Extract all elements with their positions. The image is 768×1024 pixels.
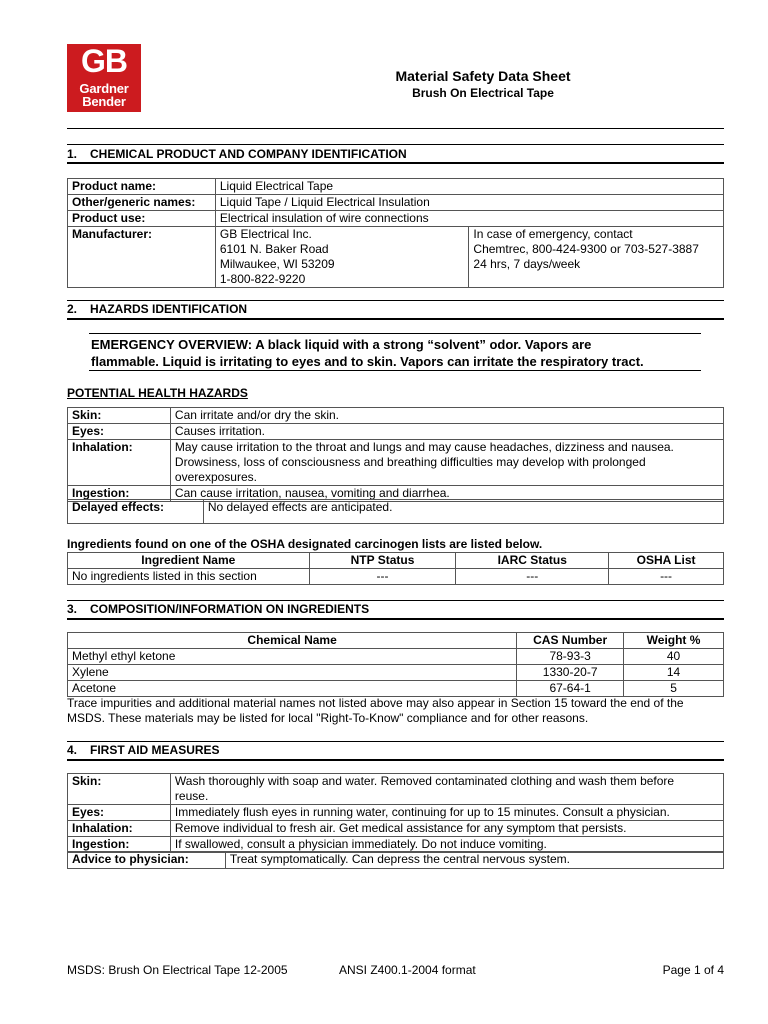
row-value [170, 774, 723, 805]
section-number: 2. [67, 302, 78, 316]
row-label: Eyes: [68, 805, 171, 821]
first-aid-table [67, 773, 724, 853]
table-row [68, 195, 724, 211]
row-label: Advice to physician: [68, 852, 226, 869]
table-row [68, 774, 724, 805]
address-line: 1-800-822-9220 [219, 272, 306, 286]
value-line: Wash thoroughly with soap and water. Removed contaminated clothing and wash them before [174, 774, 675, 788]
footer-page-number: Page 1 of 4 [662, 963, 724, 977]
table-row [68, 424, 724, 440]
carcinogen-heading: Ingredients found on one of the OSHA designated carcinogen lists are listed below. [67, 537, 543, 551]
emergency-contact [469, 227, 724, 288]
column-header: IARC Status [456, 553, 609, 569]
row-value: Liquid Tape / Liquid Electrical Insulation [215, 195, 723, 211]
section-number: 1. [67, 147, 78, 161]
gardner-bender-logo [67, 44, 141, 112]
column-header: Chemical Name [68, 633, 517, 649]
row-value [170, 440, 723, 486]
table-row [68, 408, 724, 424]
table-cell: 14 [624, 665, 724, 681]
table-row [68, 852, 724, 869]
row-label: Ingestion: [68, 486, 171, 502]
section-rule [67, 162, 724, 164]
address-line: GB Electrical Inc. [219, 227, 312, 241]
row-value: Can irritate and/or dry the skin. [170, 408, 723, 424]
section-2-heading [67, 302, 724, 316]
logo-line-2: Bender [82, 94, 126, 109]
note-line: Trace impurities and additional material names not listed above may also appear in Section 15 toward the end of the [67, 696, 684, 710]
section-title: COMPOSITION/INFORMATION ON INGREDIENTS [90, 602, 370, 616]
section-rule [67, 618, 724, 620]
table-header-row [68, 633, 724, 649]
emergency-line: In case of emergency, contact [473, 227, 633, 241]
section-number: 4. [67, 743, 78, 757]
row-label: Other/generic names: [68, 195, 216, 211]
section-number: 3. [67, 602, 78, 616]
row-label: Delayed effects: [68, 500, 204, 524]
row-label: Skin: [68, 408, 171, 424]
section-3-heading [67, 602, 724, 616]
row-label: Manufacturer: [68, 227, 216, 288]
table-cell: 1330-20-7 [517, 665, 624, 681]
row-label: Inhalation: [68, 440, 171, 486]
table-row [68, 227, 724, 288]
carcinogen-table [67, 552, 724, 585]
table-row [68, 805, 724, 821]
table-cell: Methyl ethyl ketone [68, 649, 517, 665]
row-label: Inhalation: [68, 821, 171, 837]
header-divider [67, 128, 724, 129]
table-row [68, 179, 724, 195]
emergency-overview [89, 333, 701, 371]
table-cell: Acetone [68, 681, 517, 697]
table-cell: No ingredients listed in this section [68, 569, 310, 585]
row-label: Product use: [68, 211, 216, 227]
row-value: Treat symptomatically. Can depress the central nervous system. [225, 852, 723, 869]
row-value: Liquid Electrical Tape [215, 179, 723, 195]
table-row [68, 665, 724, 681]
row-label: Product name: [68, 179, 216, 195]
table-cell: 40 [624, 649, 724, 665]
row-value: No delayed effects are anticipated. [203, 500, 723, 524]
table-cell: --- [609, 569, 724, 585]
row-value: Causes irritation. [170, 424, 723, 440]
document-title: Material Safety Data Sheet [395, 68, 571, 84]
emergency-overview-line: flammable. Liquid is irritating to eyes and to skin. Vapors can irritate the respiratory tract. [91, 354, 644, 369]
product-identification-table [67, 178, 724, 288]
section-title: HAZARDS IDENTIFICATION [90, 302, 248, 316]
manufacturer-address [215, 227, 469, 288]
section-rule [67, 759, 724, 761]
row-value: Remove individual to fresh air. Get medical assistance for any symptom that persists. [170, 821, 723, 837]
table-row [68, 821, 724, 837]
logo-mark: GB [81, 43, 127, 79]
logo-line-1: Gardner [79, 81, 129, 96]
section-rule [67, 300, 724, 301]
column-header: OSHA List [609, 553, 724, 569]
table-row [68, 440, 724, 486]
table-row [68, 681, 724, 697]
row-value: If swallowed, consult a physician immediately. Do not induce vomiting. [170, 837, 723, 853]
value-line: reuse. [174, 789, 209, 803]
note-line: MSDS. These materials may be listed for local "Right-To-Know" compliance and for other reasons. [67, 711, 589, 725]
column-header: Ingredient Name [68, 553, 310, 569]
table-row [68, 569, 724, 585]
table-cell: Xylene [68, 665, 517, 681]
section-title: FIRST AID MEASURES [90, 743, 220, 757]
health-hazards-heading: POTENTIAL HEALTH HAZARDS [67, 386, 248, 400]
emergency-line: 24 hrs, 7 days/week [473, 257, 581, 271]
address-line: 6101 N. Baker Road [219, 242, 329, 256]
delayed-effects-table [67, 499, 724, 524]
section-title: CHEMICAL PRODUCT AND COMPANY IDENTIFICATION [90, 147, 407, 161]
row-label: Skin: [68, 774, 171, 805]
row-label: Eyes: [68, 424, 171, 440]
section-rule [67, 144, 724, 145]
section-rule [67, 318, 724, 320]
physician-advice-table [67, 851, 724, 869]
table-cell: 78-93-3 [517, 649, 624, 665]
emergency-line: Chemtrec, 800-424-9300 or 703-527-3887 [473, 242, 699, 256]
section-rule [67, 741, 724, 742]
row-value: Can cause irritation, nausea, vomiting and diarrhea. [170, 486, 723, 502]
section-rule [67, 600, 724, 601]
column-header: NTP Status [309, 553, 456, 569]
column-header: CAS Number [517, 633, 624, 649]
footer-document-id: MSDS: Brush On Electrical Tape 12-2005 [67, 963, 288, 977]
composition-note [67, 696, 727, 726]
section-1-heading [67, 147, 724, 161]
health-hazards-table [67, 407, 724, 502]
table-row [68, 211, 724, 227]
table-header-row [68, 553, 724, 569]
row-label: Ingestion: [68, 837, 171, 853]
value-line: Drowsiness, loss of consciousness and breathing difficulties may develop with prolonged [174, 455, 646, 469]
table-cell: 67-64-1 [517, 681, 624, 697]
document-subtitle: Brush On Electrical Tape [412, 86, 554, 100]
table-cell: --- [456, 569, 609, 585]
table-cell: 5 [624, 681, 724, 697]
row-value: Electrical insulation of wire connections [215, 211, 723, 227]
address-line: Milwaukee, WI 53209 [219, 257, 335, 271]
table-row [68, 500, 724, 524]
table-row [68, 649, 724, 665]
footer-format: ANSI Z400.1-2004 format [339, 963, 476, 977]
column-header: Weight % [624, 633, 724, 649]
composition-table [67, 632, 724, 697]
section-4-heading [67, 743, 724, 757]
row-value: Immediately flush eyes in running water, continuing for up to 15 minutes. Consult a physician. [170, 805, 723, 821]
value-line: May cause irritation to the throat and lungs and may cause headaches, dizziness and nausea. [174, 440, 674, 454]
value-line: overexposures. [174, 470, 257, 484]
emergency-overview-line: EMERGENCY OVERVIEW: A black liquid with a strong “solvent” odor. Vapors are [91, 337, 592, 352]
table-cell: --- [309, 569, 456, 585]
